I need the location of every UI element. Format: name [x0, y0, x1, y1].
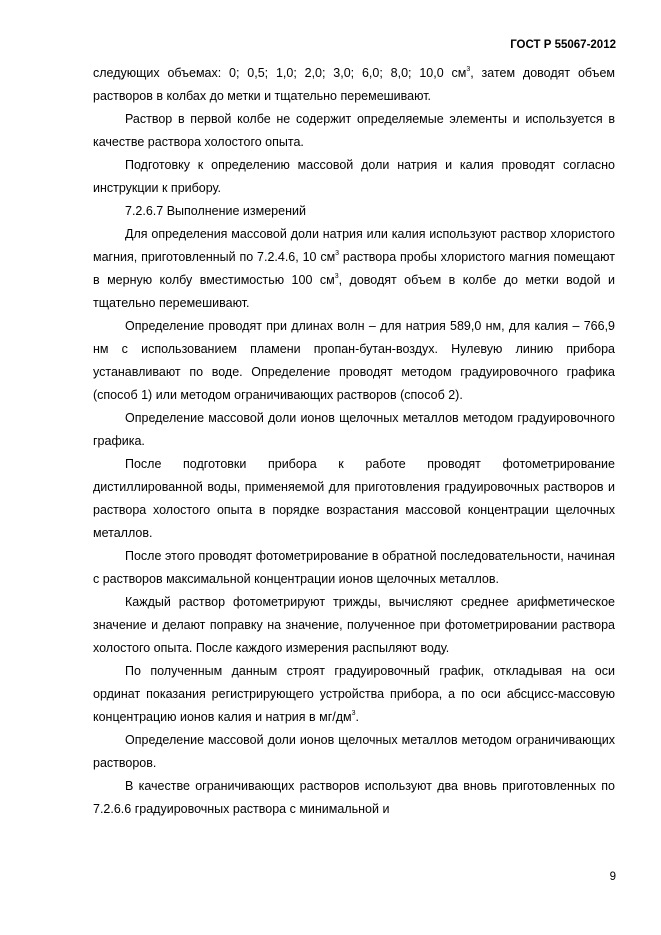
document-body [93, 62, 615, 821]
text-run: Определение проводят при длинах волн – для натрия 589,0 нм, для калия – 766,9 нм с использованием пламени пропан-бутан-воздух. Нулевую линию прибора устанавливают по воде. Определение проводят методом градуировочного графика (способ 1) или методом ограничивающих растворов (способ 2). [93, 319, 615, 402]
text-run: По полученным данным строят градуировочный график, откладывая на оси ординат показания регистрирующего устройства прибора, а по оси абсцисс-массовую концентрацию ионов калия и натрия в мг/дм [93, 664, 615, 724]
text-run: Раствор в первой колбе не содержит определяемые элементы и используется в качестве раствора холостого опыта. [93, 112, 615, 149]
text-run: , затем доводят объем растворов в колбах до метки и тщательно перемешивают. [93, 66, 616, 103]
text-run: 7.2.6.7 Выполнение измерений [125, 204, 306, 218]
paragraph-p4 [93, 200, 615, 223]
text-run: Определение массовой доли ионов щелочных металлов методом градуировочного графика. [93, 411, 615, 448]
text-run: следующих объемах: 0; 0,5; 1,0; 2,0; 3,0; 6,0; 8,0; 10,0 см [93, 66, 467, 80]
paragraph-p6 [93, 315, 615, 407]
text-run: После этого проводят фотометрирование в обратной последовательности, начиная с растворов максимальной концентрации ионов щелочных металлов. [93, 549, 615, 586]
text-run: раствора пробы хлористого магния помещают в мерную колбу вместимостью 100 см [93, 250, 615, 287]
text-run: Подготовку к определению массовой доли натрия и калия проводят согласно инструкции к прибору. [93, 158, 615, 195]
superscript: 3 [466, 66, 471, 73]
superscript: 3 [351, 710, 356, 717]
text-run: Для определения массовой доли натрия или калия используют раствор хлористого магния, приготовленный по 7.2.4.6, 10 см [93, 227, 615, 264]
text-run: Каждый раствор фотометрируют трижды, вычисляют среднее арифметическое значение и делают поправку на значение, полученное при фотометрировании раствора холостого опыта. После каждого измерения распыляют воду. [93, 595, 615, 655]
paragraph-p1 [93, 62, 615, 108]
paragraph-p7 [93, 407, 615, 453]
superscript: 3 [334, 273, 339, 280]
paragraph-p10 [93, 591, 615, 660]
paragraph-p13 [93, 775, 615, 821]
paragraph-p9 [93, 545, 615, 591]
text-run: . [355, 710, 360, 724]
document-header: ГОСТ Р 55067-2012 [510, 39, 616, 51]
text-run: После подготовки прибора к работе проводят фотометрирование дистиллированной воды, применяемой для приготовления градуировочных растворов и раствора холостого опыта в порядке возрастания массовой концентрации щелочных металлов. [93, 457, 615, 540]
paragraph-p8 [93, 453, 615, 545]
paragraph-p5 [93, 223, 615, 315]
page-number: 9 [609, 871, 616, 883]
superscript: 3 [335, 250, 340, 257]
paragraph-p3 [93, 154, 615, 200]
paragraph-p11 [93, 660, 615, 729]
paragraph-p12 [93, 729, 615, 775]
text-run: В качестве ограничивающих растворов используют два вновь приготовленных по 7.2.6.6 градуировочных раствора с минимальной и [93, 779, 615, 816]
text-run: , доводят объем в колбе до метки водой и тщательно перемешивают. [93, 273, 616, 310]
text-run: Определение массовой доли ионов щелочных металлов методом ограничивающих растворов. [93, 733, 615, 770]
paragraph-p2 [93, 108, 615, 154]
